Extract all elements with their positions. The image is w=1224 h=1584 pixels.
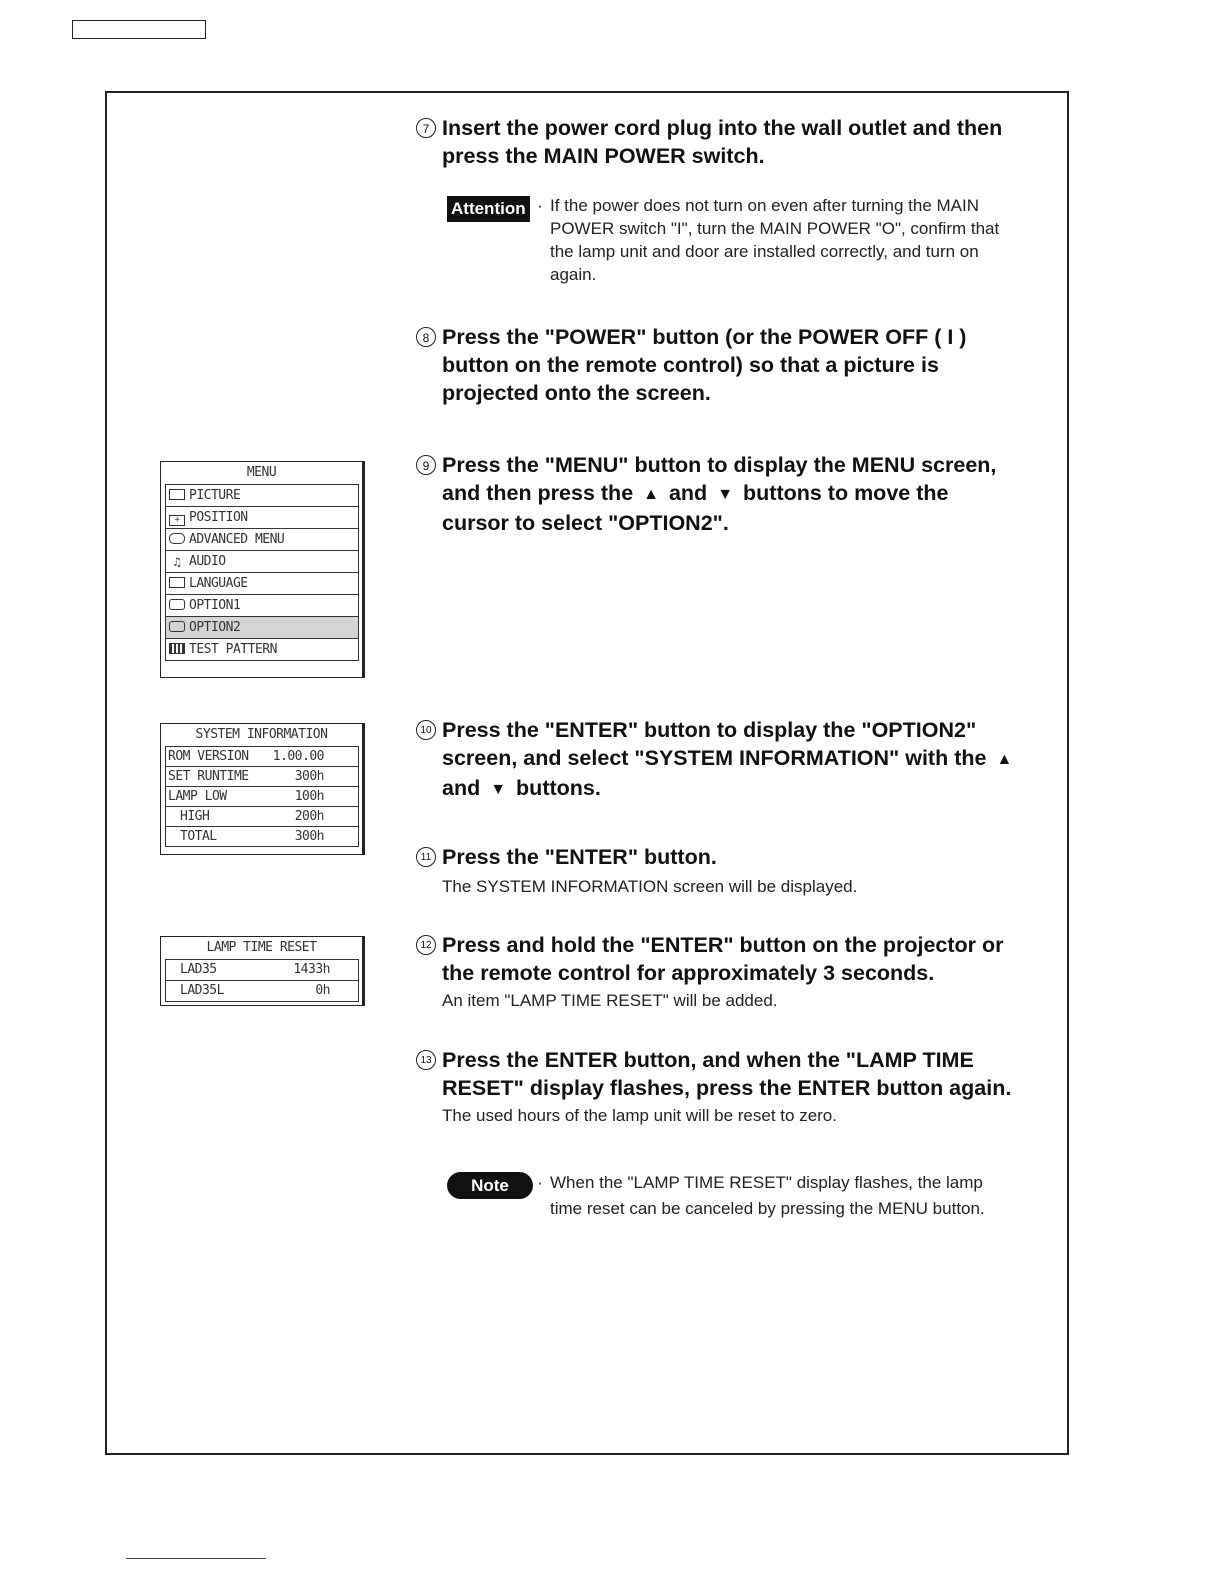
attention-line-2: POWER switch "I", turn the MAIN POWER "O", confirm that [550, 219, 1000, 238]
system-info-row: ROM VERSION 1.00.00 [165, 746, 359, 766]
step-number-badge: 13 [416, 1050, 436, 1070]
step-10-line-2: screen, and select "SYSTEM INFORMATION" with the ▲ [442, 744, 1066, 774]
system-info-list [161, 746, 362, 847]
step-10 [416, 716, 1066, 804]
lamp-time-reset-screen [160, 936, 365, 1006]
note-callout [447, 1170, 1057, 1226]
step-7-line-2: press the MAIN POWER switch. [442, 144, 765, 168]
menu-item-test-pattern: TEST PATTERN [165, 638, 359, 661]
menu-item-position: + POSITION [165, 506, 359, 528]
attention-line-4: again. [550, 265, 597, 284]
menu-item-audio: ♫ AUDIO [165, 550, 359, 572]
step-13-heading [416, 1046, 1066, 1102]
step-10-line-1: Press the "ENTER" button to display the "OPTION2" [442, 718, 977, 742]
menu-screen-title: MENU [246, 465, 277, 480]
advanced-menu-icon [169, 533, 185, 544]
up-arrow-icon: ▲ [643, 486, 659, 503]
attention-line-3: the lamp unit and door are installed correctly, and turn on [550, 242, 979, 261]
step-number-badge: 11 [416, 847, 436, 867]
audio-icon: ♫ [173, 555, 181, 569]
step-11-heading [416, 843, 1066, 871]
system-info-row: HIGH 200h [165, 806, 359, 826]
lamp-time-row: LAD35 1433h [165, 959, 359, 980]
test-pattern-icon [169, 643, 185, 654]
footer-rule [126, 1558, 266, 1559]
step-8 [416, 323, 1066, 407]
menu-item-option1: OPTION1 [165, 594, 359, 616]
step-number-badge: 9 [416, 455, 436, 475]
down-arrow-icon: ▼ [717, 486, 734, 503]
step-12-line-2: the remote control for approximately 3 seconds. [442, 961, 935, 985]
step-7 [416, 114, 1066, 170]
menu-screen-list [161, 484, 362, 661]
step-11 [416, 843, 1066, 899]
step-8-heading [416, 323, 1066, 407]
up-arrow-icon: ▲ [996, 751, 1013, 768]
step-12-description: An item "LAMP TIME RESET" will be added. [442, 991, 778, 1010]
step-13-description: The used hours of the lamp unit will be reset to zero. [442, 1106, 837, 1125]
down-arrow-icon: ▼ [490, 781, 507, 798]
note-text [537, 1170, 985, 1222]
step-13 [416, 1046, 1066, 1128]
step-9 [416, 451, 1066, 537]
step-11-description: The SYSTEM INFORMATION screen will be displayed. [442, 877, 858, 896]
lamp-time-reset-list [161, 959, 362, 1002]
step-12 [416, 931, 1066, 1013]
step-8-line-2: button on the remote control) so that a picture is [442, 353, 939, 377]
step-9-line-2: and then press the ▲ and ▼ buttons to move the [442, 479, 1066, 509]
step-7-heading [416, 114, 1066, 170]
attention-text [537, 194, 1000, 286]
lamp-time-row: LAD35L 0h [165, 980, 359, 1002]
bullet-icon: · [537, 196, 543, 215]
system-info-title: SYSTEM INFORMATION [195, 727, 328, 742]
lamp-time-reset-title: LAMP TIME RESET [206, 940, 317, 955]
step-8-line-3: projected onto the screen. [442, 381, 711, 405]
attention-badge: Attention [447, 196, 530, 222]
menu-item-option2: OPTION2 [165, 616, 359, 638]
system-info-screen [160, 723, 365, 855]
position-icon: + [169, 515, 185, 526]
step-8-line-1: Press the "POWER" button (or the POWER OFF ( I ) [442, 325, 967, 349]
step-10-line-3: and ▼ buttons. [442, 774, 1066, 804]
system-info-row: TOTAL 300h [165, 826, 359, 847]
step-number-badge: 8 [416, 327, 436, 347]
menu-screen [160, 461, 365, 678]
note-badge: Note [447, 1172, 533, 1199]
step-9-line-3: cursor to select "OPTION2". [442, 511, 729, 535]
option-icon [169, 599, 185, 610]
step-13-line-1: Press the ENTER button, and when the "LAMP TIME [442, 1048, 974, 1072]
step-7-line-1: Insert the power cord plug into the wall outlet and then [442, 116, 1003, 140]
step-9-heading [416, 451, 1066, 537]
step-10-heading [416, 716, 1066, 804]
step-13-line-2: RESET" display flashes, press the ENTER button again. [442, 1076, 1012, 1100]
system-info-row: SET RUNTIME 300h [165, 766, 359, 786]
menu-item-advanced-menu: ADVANCED MENU [165, 528, 359, 550]
step-12-heading [416, 931, 1066, 987]
language-icon [169, 577, 185, 588]
step-12-line-1: Press and hold the "ENTER" button on the projector or [442, 933, 1004, 957]
note-line-1: When the "LAMP TIME RESET" display flashes, the lamp [550, 1173, 983, 1192]
step-9-line-1: Press the "MENU" button to display the MENU screen, [442, 453, 997, 477]
bullet-icon: · [537, 1173, 543, 1192]
attention-line-1: If the power does not turn on even after turning the MAIN [550, 196, 980, 215]
note-line-2: time reset can be canceled by pressing the MENU button. [550, 1199, 985, 1218]
step-number-badge: 12 [416, 935, 436, 955]
option-icon [169, 621, 185, 632]
step-number-badge: 7 [416, 118, 436, 138]
step-11-title: Press the "ENTER" button. [442, 845, 717, 869]
menu-item-picture: PICTURE [165, 484, 359, 506]
menu-item-language: LANGUAGE [165, 572, 359, 594]
attention-callout [447, 194, 1057, 286]
picture-icon [169, 489, 185, 500]
header-label-box [72, 20, 206, 39]
system-info-row: LAMP LOW 100h [165, 786, 359, 806]
step-number-badge: 10 [416, 720, 436, 740]
